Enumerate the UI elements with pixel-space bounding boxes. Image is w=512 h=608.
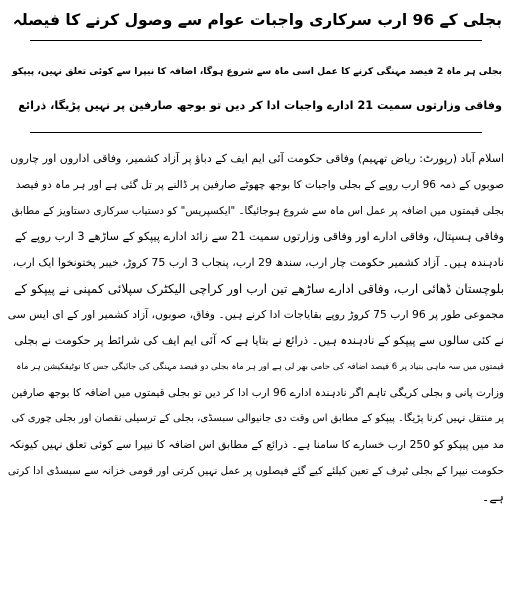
body-line: بجلی قیمتوں میں اضافہ پر عمل اس ماہ سے شروع ہوجائیگا۔ "ایکسپریس" کو دستیاب سرکاری دستاویز کے مطابق [11,205,504,217]
subheadline-2: وفاقی وزارتوں سمیت 21 ادارے واجبات ادا کر دیں تو بوجھ صارفین پر نہیں پڑیگا، ذرائع [18,99,502,112]
article-body [8,146,504,510]
body-line: نے کئی سالوں سے پیپکو کے نادہندہ ہیں۔ ذرائع نے بتایا ہے کہ آئی ایم ایف کی شرائط پر حکومت نے بجلی [14,334,504,347]
body-line: پر منتقل نہیں کرنا پڑیگا۔ پیپکو کے مطابق اس وقت دی جانیوالی سبسڈی، بجلی کے ترسیلی نقصان اور بجلی چوری کی [11,413,504,424]
body-line: وزارت پانی و بجلی کریگی تاہم اگر نادہندہ ادارے 96 ارب ادا کر دیں تو بجلی قیمتوں میں اضافہ کا بوجھ صارفین [11,387,504,399]
headline-divider [30,40,482,41]
headline: بجلی کے 96 ارب سرکاری واجبات عوام سے وصول کرنے کا فیصلہ [12,11,502,29]
body-line: قیمتوں میں سہ ماہی بنیاد پر 6 فیصد اضافہ کی حامی بھر لی ہے اور ہر ماہ بجلی دو فیصد مہنگی کی جائیگی جس کا نوٹیفکیشن ہر ماہ [16,362,504,372]
body-line: اسلام آباد (رپورٹ: ریاض تھہیم) وفاقی حکومت آئی ایم ایف کے دباؤ پر آزاد کشمیر، وفاقی اداروں اور چاروں [10,152,504,165]
body-line: حکومت نیپرا کے بجلی ٹیرف کے تعین کیلئے کیے گئے فیصلوں پر عمل نہیں کرتی اور قومی خزانہ سے سبسڈی ادا کرتی [8,465,504,477]
body-line: صوبوں کے ذمہ 96 ارب روپے کے بجلی واجبات کا بوجھ چھوٹے صارفین پر ڈالنے پر تل گئی ہے اور ہر ماہ دو فیصد [15,179,504,191]
subheadline-divider [30,132,482,133]
body-line: ہے۔ [482,489,504,504]
body-line: مجموعی طور پر 96 ارب 75 کروڑ روپے بقایاجات ادا کرنے ہیں۔ وفاق، صوبوں، آزاد کشمیر اور کے ای ایس سی [8,308,504,321]
body-line: بلوچستان ڈھائی ارب، وفاقی ادارے ساڑھے تین ارب اور کراچی الیکٹرک سپلائی کمپنی نے پیپکو کے [14,282,504,296]
subheadline-1: بجلی ہر ماہ 2 فیصد مہنگی کرنے کا عمل اسی ماہ سے شروع ہوگا، اضافہ کا نیپرا سے کوئی تعلق نہیں، پیپکو [12,66,502,77]
body-line: نادہندہ ہیں۔ آزاد کشمیر حکومت چار ارب، سندھ 29 ارب، پنجاب 3 ارب 75 کروڑ، خیبر پختونخوا ایک ارب، [12,256,504,269]
body-line: مد میں پیپکو کو 250 ارب خسارے کا سامنا ہے۔ ذرائع کے مطابق اس اضافہ کا نیپرا سے کوئی تعلق نہیں کیونکہ [9,438,504,451]
body-line: وفاقی ہسپتال، وفاقی ادارے اور وفاقی وزارتوں سمیت 21 سے زائد ادارے پیپکو کے ساڑھے 3 ارب روپے کے [14,230,504,243]
